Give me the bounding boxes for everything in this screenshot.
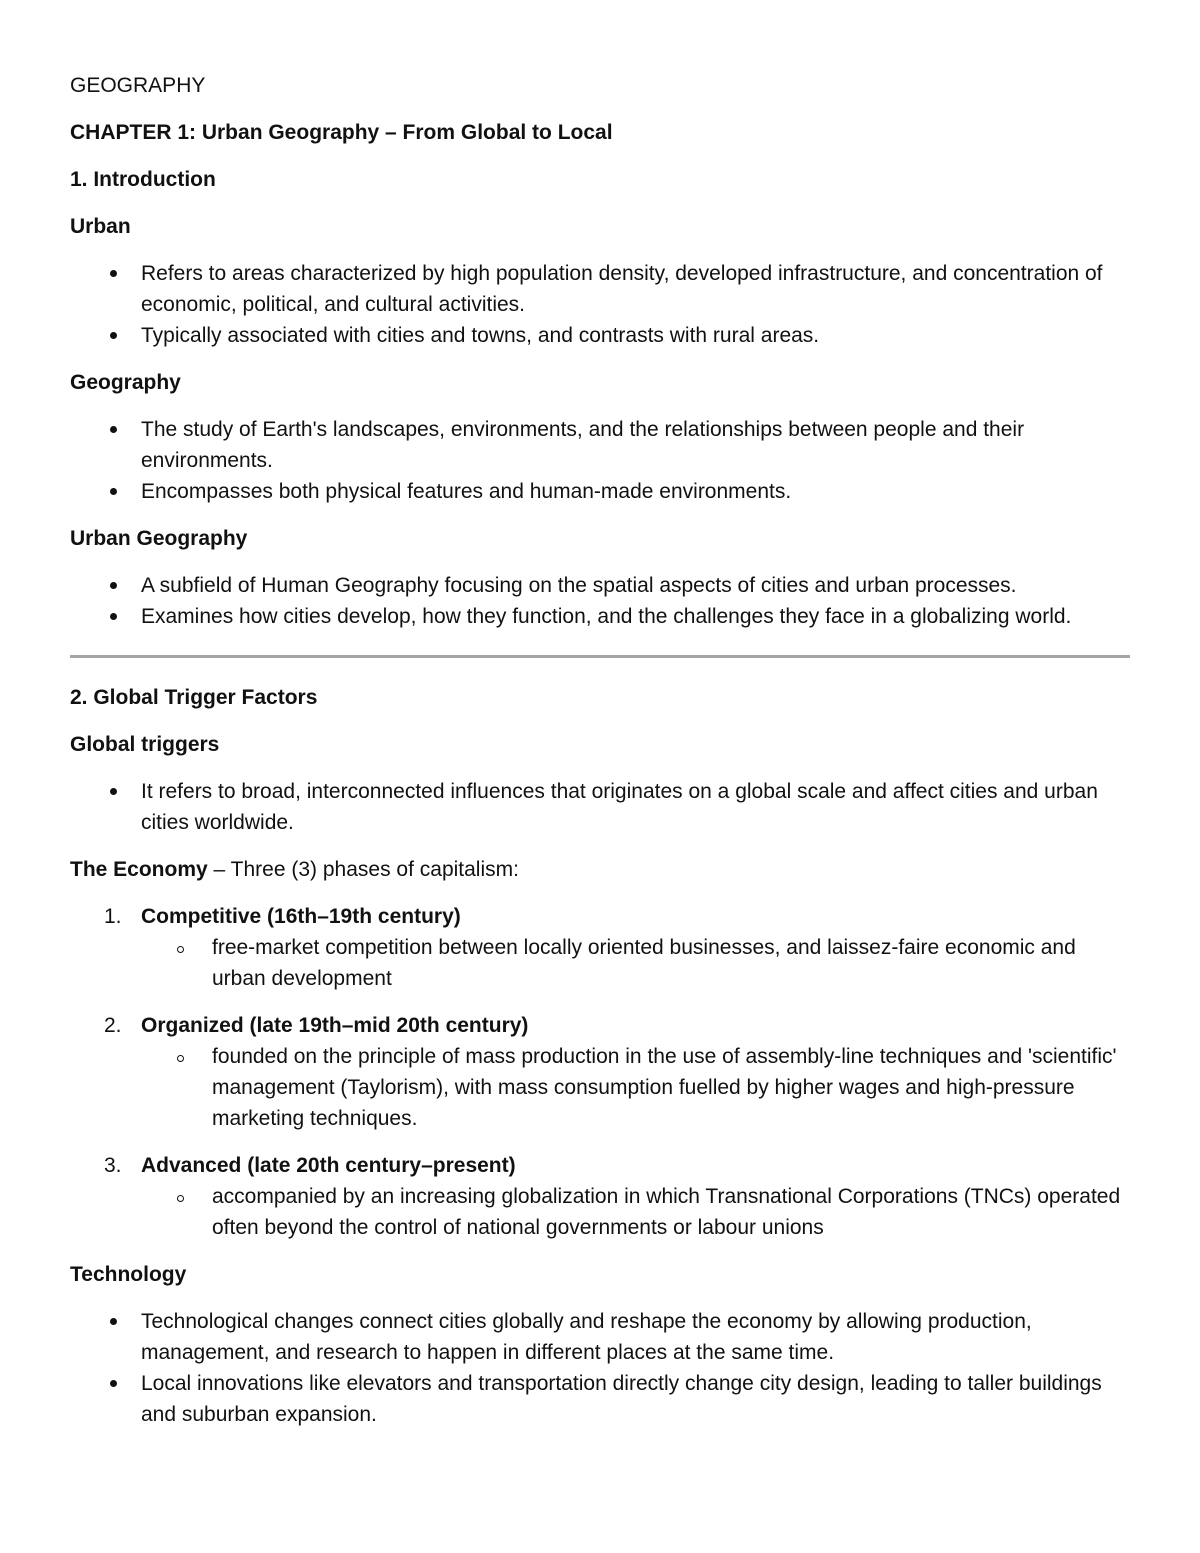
economy-label: The Economy [70,858,208,881]
term-heading-geography: Geography [70,371,181,394]
list-item: free-market competition between locally oriented businesses, and laissez-faire economic and urban development [141,932,1130,994]
phase-item [70,1010,1130,1134]
list-item: founded on the principle of mass production in the use of assembly-line techniques and 'scientific' management (Taylorism), with mass consumption fuelled by higher wages and high-pressure marketing techniques. [141,1041,1130,1134]
economy-intro [70,854,1130,885]
phase-item [70,1150,1130,1243]
document-page [70,70,1130,1446]
urban-bullet-list [70,258,1130,351]
section-divider [70,655,1130,658]
subject-title: GEOGRAPHY [70,74,206,97]
phase-number: 3. [104,1154,122,1177]
list-item: Typically associated with cities and towns, and contrasts with rural areas. [70,320,1130,351]
term-heading-urban-geography: Urban Geography [70,527,248,550]
urban-geography-bullet-list [70,570,1130,632]
term-heading-technology: Technology [70,1263,187,1286]
phase-detail-list [141,1041,1130,1134]
section-heading-global-triggers: 2. Global Trigger Factors [70,686,318,709]
phase-item [70,901,1130,994]
list-item: Examines how cities develop, how they function, and the challenges they face in a globalizing world. [70,601,1130,632]
global-triggers-bullet-list [70,776,1130,838]
list-item: A subfield of Human Geography focusing on the spatial aspects of cities and urban processes. [70,570,1130,601]
list-item: The study of Earth's landscapes, environments, and the relationships between people and their environments. [70,414,1130,476]
phase-title: Competitive (16th–19th century) [141,905,461,928]
term-heading-urban: Urban [70,215,131,238]
economy-description: – Three (3) phases of capitalism: [207,858,519,881]
phase-title: Advanced (late 20th century–present) [141,1154,516,1177]
section-heading-introduction: 1. Introduction [70,168,216,191]
geography-bullet-list [70,414,1130,507]
capitalism-phases-list [70,901,1130,1243]
chapter-title: CHAPTER 1: Urban Geography – From Global to Local [70,121,613,144]
phase-number: 2. [104,1014,122,1037]
term-heading-global-triggers: Global triggers [70,733,220,756]
list-item: Refers to areas characterized by high population density, developed infrastructure, and concentration of economic, political, and cultural activities. [70,258,1130,320]
phase-title: Organized (late 19th–mid 20th century) [141,1014,529,1037]
list-item: Local innovations like elevators and transportation directly change city design, leading to taller buildings and suburban expansion. [70,1368,1130,1430]
phase-number: 1. [104,905,122,928]
phase-detail-list [141,1181,1130,1243]
phase-detail-list [141,932,1130,994]
list-item: It refers to broad, interconnected influences that originates on a global scale and affect cities and urban cities worldwide. [70,776,1130,838]
list-item: accompanied by an increasing globalization in which Transnational Corporations (TNCs) operated often beyond the control of national governments or labour unions [141,1181,1130,1243]
technology-bullet-list [70,1306,1130,1430]
list-item: Encompasses both physical features and human-made environments. [70,476,1130,507]
list-item: Technological changes connect cities globally and reshape the economy by allowing production, management, and research to happen in different places at the same time. [70,1306,1130,1368]
